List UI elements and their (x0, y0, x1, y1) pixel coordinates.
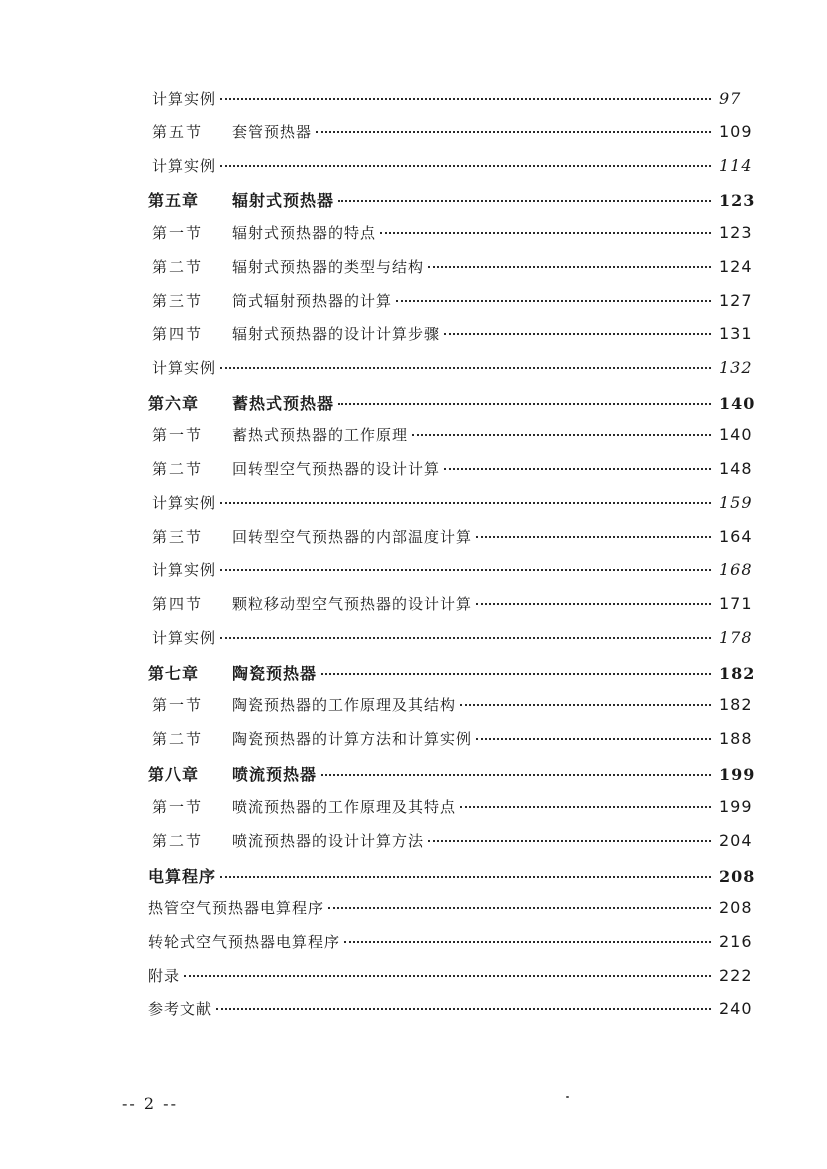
toc-entry-label (152, 323, 440, 344)
dot-leader (460, 704, 711, 706)
toc-entry-title: 辐射式预热器的类型与结构 (232, 258, 425, 276)
dot-leader (476, 738, 711, 740)
toc-page-number: 140 (719, 425, 753, 444)
toc-entry-label (152, 492, 216, 513)
toc-entry-title: 计算实例 (152, 561, 217, 579)
toc-page-number: 222 (719, 966, 753, 985)
dot-leader (321, 774, 711, 776)
toc-entry-label (152, 155, 216, 176)
toc-entry-label (148, 998, 212, 1019)
toc-entry-title: 回转型空气预热器的内部温度计算 (232, 528, 473, 546)
toc-entry-label (152, 593, 472, 614)
toc-entry (148, 762, 757, 788)
toc-entry-title: 计算实例 (152, 629, 217, 647)
toc-entry (148, 391, 757, 417)
toc-page-number: 204 (719, 831, 753, 850)
toc-entry (152, 121, 757, 147)
toc-entry (152, 694, 757, 720)
toc-entry (152, 728, 757, 754)
section-number: 第一节 (152, 426, 204, 444)
toc-entry-title: 套管预热器 (232, 123, 313, 141)
toc-page-number: 168 (719, 560, 753, 579)
toc-page-number: 199 (719, 797, 753, 816)
section-number: 第四节 (152, 595, 204, 613)
toc-page-number: 182 (719, 664, 756, 683)
toc-entry-title: 热管空气预热器电算程序 (148, 899, 325, 917)
toc-entry-title: 辐射式预热器 (232, 191, 335, 210)
toc-page-number: 127 (719, 291, 753, 310)
dot-leader (444, 333, 711, 335)
toc-entry (148, 931, 757, 957)
dot-leader (328, 907, 711, 909)
toc-entry-title: 辐射式预热器的特点 (232, 224, 377, 242)
toc-entry-label (148, 864, 216, 887)
toc-entry (152, 155, 757, 181)
toc-entry-label (152, 627, 216, 648)
toc-entry-label (148, 661, 317, 684)
toc-entry (148, 998, 757, 1024)
toc-page-number: 131 (719, 324, 753, 343)
toc-page-number: 140 (719, 394, 756, 413)
chapter-number: 第七章 (148, 664, 200, 683)
toc-entry-title: 计算实例 (152, 90, 217, 108)
toc-entry-title: 喷流预热器的设计计算方法 (232, 832, 425, 850)
toc-entry-title: 计算实例 (152, 359, 217, 377)
section-number: 第一节 (152, 224, 204, 242)
toc-page-number: 164 (719, 527, 753, 546)
toc-entry-label (152, 424, 408, 445)
toc-entry-title: 颗粒移动型空气预热器的设计计算 (232, 595, 473, 613)
toc-entry-title: 陶瓷预热器的计算方法和计算实例 (232, 730, 473, 748)
dot-leader (476, 603, 711, 605)
toc-entry (152, 424, 757, 450)
toc-entry-label (152, 458, 440, 479)
dot-leader (428, 266, 711, 268)
toc-entry-label (148, 931, 340, 952)
dot-leader (220, 637, 711, 639)
toc-entry (152, 492, 757, 518)
toc-entry (152, 357, 757, 383)
dot-leader (344, 941, 711, 943)
section-number: 第一节 (152, 798, 204, 816)
toc-page-number: 123 (719, 191, 756, 210)
toc-entry-title: 陶瓷预热器 (232, 664, 318, 683)
toc-entry (152, 627, 757, 653)
dot-leader (220, 876, 711, 878)
toc-page-number: 114 (719, 156, 753, 175)
section-number: 第二节 (152, 832, 204, 850)
toc-page-number: 208 (719, 867, 756, 886)
toc-entry-title: 电算程序 (148, 867, 217, 886)
toc-entry (152, 593, 757, 619)
toc-entry (152, 796, 757, 822)
toc-entry-label (152, 222, 376, 243)
toc-entry-label (152, 796, 456, 817)
dot-leader (428, 840, 711, 842)
dot-leader (220, 569, 711, 571)
toc-page-number: 148 (719, 459, 753, 478)
toc-page-number: 159 (719, 493, 753, 512)
toc-entry (152, 559, 757, 585)
toc-entry-title: 筒式辐射预热器的计算 (232, 292, 393, 310)
toc-entry-label (148, 762, 317, 785)
dot-leader (338, 200, 711, 202)
toc-entry-label (152, 559, 216, 580)
dot-leader (220, 367, 711, 369)
toc-entry-label (148, 188, 334, 211)
toc-entry (152, 830, 757, 856)
dot-leader (220, 98, 711, 100)
toc-entry-title: 陶瓷预热器的工作原理及其结构 (232, 696, 457, 714)
toc-page-number: 240 (719, 999, 753, 1018)
toc-entry (152, 222, 757, 248)
toc-entry-title: 计算实例 (152, 494, 217, 512)
section-number: 第二节 (152, 460, 204, 478)
section-number: 第四节 (152, 325, 204, 343)
toc-page-number: 132 (719, 358, 753, 377)
toc-entry-title: 参考文献 (148, 1000, 213, 1018)
toc-entry-title: 辐射式预热器的设计计算步骤 (232, 325, 441, 343)
toc-entry-label (152, 121, 312, 142)
scan-speck (566, 1096, 569, 1098)
toc-entry-label (152, 357, 216, 378)
toc-entry (152, 323, 757, 349)
toc-entry-title: 蓄热式预热器 (232, 394, 335, 413)
toc-entry (148, 864, 757, 890)
dot-leader (460, 806, 711, 808)
toc-entry-label (152, 830, 424, 851)
toc-page-number: 171 (719, 594, 753, 613)
dot-leader (316, 131, 711, 133)
toc-entry-title: 附录 (148, 967, 181, 985)
section-number: 第一节 (152, 696, 204, 714)
toc-entry-title: 回转型空气预热器的设计计算 (232, 460, 441, 478)
toc-entry (148, 965, 757, 991)
toc-entry (148, 897, 757, 923)
toc-page-number: 178 (719, 628, 753, 647)
chapter-number: 第五章 (148, 191, 200, 210)
dot-leader (476, 536, 711, 538)
dot-leader (184, 975, 711, 977)
section-number: 第三节 (152, 292, 204, 310)
toc-entry (148, 661, 757, 687)
dot-leader (412, 434, 711, 436)
chapter-number: 第六章 (148, 394, 200, 413)
toc-entry (152, 290, 757, 316)
section-number: 第三节 (152, 528, 204, 546)
toc-page-number: 97 (719, 89, 742, 108)
toc-page-number: 199 (719, 765, 756, 784)
dot-leader (444, 468, 711, 470)
toc-entry (152, 88, 757, 114)
page-number: -- 2 -- (122, 1094, 178, 1113)
toc-page-number: 124 (719, 257, 753, 276)
toc-entry (152, 526, 757, 552)
dot-leader (396, 300, 711, 302)
toc-entry-title: 转轮式空气预热器电算程序 (148, 933, 341, 951)
toc-page-number: 182 (719, 695, 753, 714)
section-number: 第二节 (152, 258, 204, 276)
dot-leader (321, 673, 711, 675)
toc-entry-title: 计算实例 (152, 157, 217, 175)
toc-entry (148, 188, 757, 214)
section-number: 第五节 (152, 123, 204, 141)
toc-entry-label (152, 694, 456, 715)
toc-entry (152, 256, 757, 282)
dot-leader (338, 403, 711, 405)
toc-entry-label (152, 88, 216, 109)
toc-page-number: 123 (719, 223, 753, 242)
dot-leader (220, 502, 711, 504)
toc-entry-title: 喷流预热器的工作原理及其特点 (232, 798, 457, 816)
toc-entry-title: 蓄热式预热器的工作原理 (232, 426, 409, 444)
toc-entry-title: 喷流预热器 (232, 765, 318, 784)
chapter-number: 第八章 (148, 765, 200, 784)
toc-page-number: 188 (719, 729, 753, 748)
toc-entry-label (148, 391, 334, 414)
toc-entry-label (152, 256, 424, 277)
toc-page-number: 208 (719, 898, 753, 917)
toc-entry-label (148, 965, 180, 986)
dot-leader (216, 1008, 711, 1010)
section-number: 第二节 (152, 730, 204, 748)
toc-entry-label (152, 290, 392, 311)
toc-entry-label (148, 897, 324, 918)
toc-entry-label (152, 728, 472, 749)
dot-leader (220, 165, 711, 167)
toc-entry (152, 458, 757, 484)
toc-page-number: 109 (719, 122, 753, 141)
dot-leader (380, 232, 711, 234)
toc-page-number: 216 (719, 932, 753, 951)
toc-entry-label (152, 526, 472, 547)
